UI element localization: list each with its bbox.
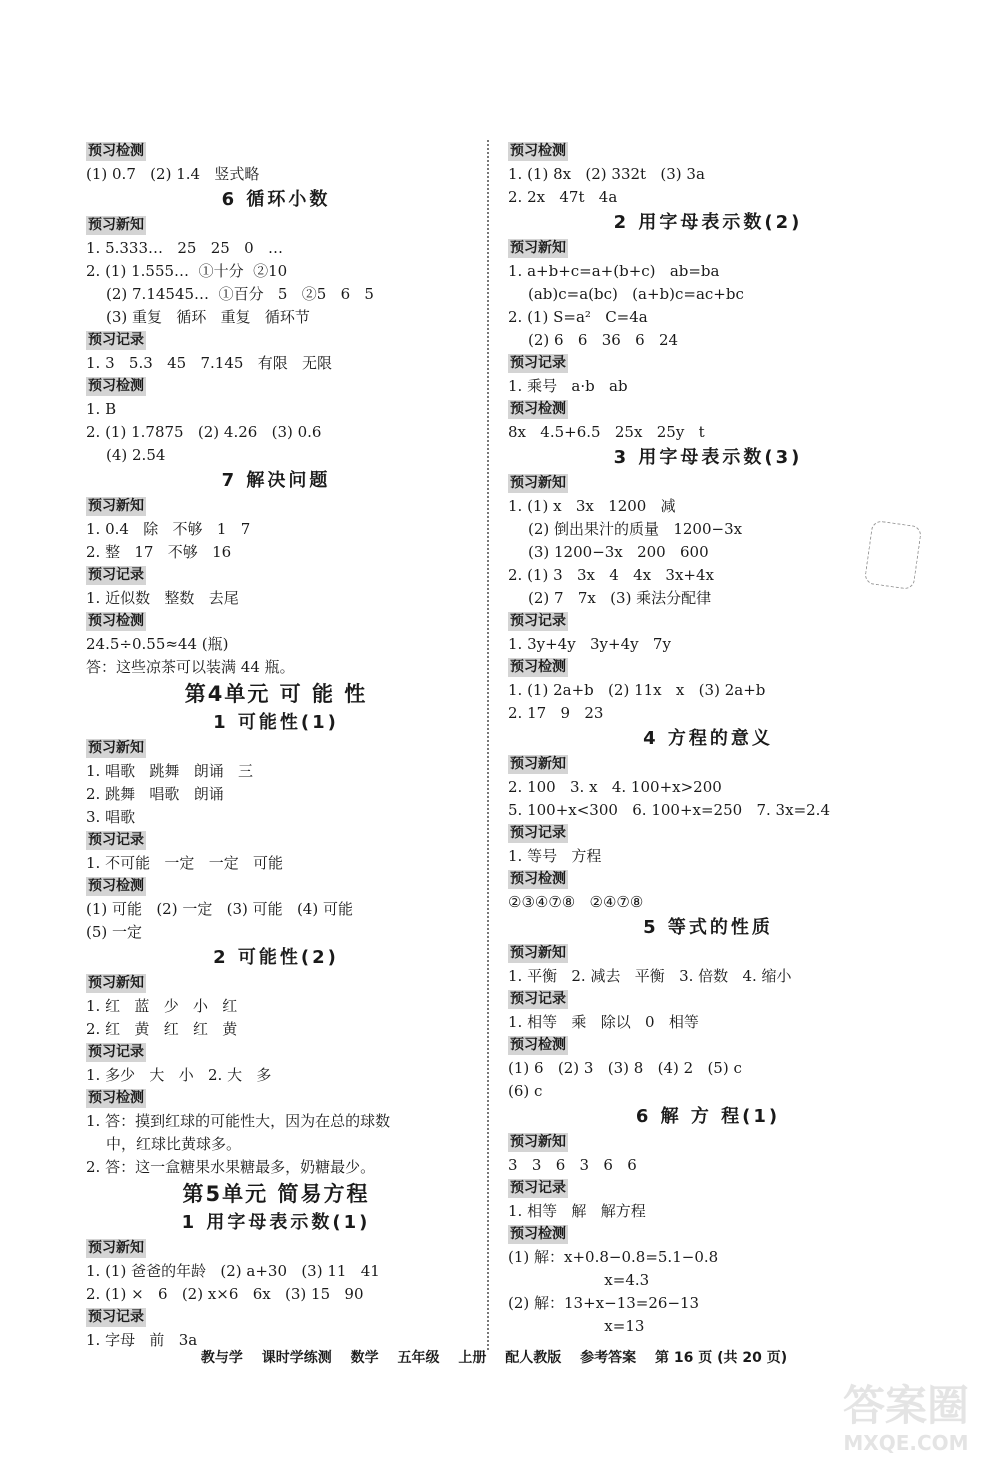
footer-series: 课时学练测	[261, 1350, 332, 1366]
answer-line: 1. 3y+4y 3y+4y 7y	[508, 635, 671, 653]
section-label-row	[86, 737, 466, 760]
answer-line: x=4.3	[528, 1271, 650, 1289]
answer-line: (4) 2.54	[106, 446, 166, 464]
answer-line: (6) c	[508, 1082, 543, 1100]
answer-line: 2. (1) 3 3x 4 4x 3x+4x	[508, 566, 714, 584]
right-column	[508, 140, 908, 1338]
answer-line: 2. (1) × 6 (2) x×6 6x (3) 15 90	[86, 1285, 364, 1303]
unit-heading: 第4单元 可 能 性	[184, 682, 368, 706]
lesson-heading: 5 等式的性质	[643, 917, 773, 938]
answer-line: 1. 答：摸到红球的可能性大，因为在总的球数	[86, 1112, 391, 1130]
section-label: 预习检测	[88, 1090, 144, 1106]
section-label-row	[508, 868, 908, 891]
answer-line: 5. 100+x<300 6. 100+x=250 7. 3x=2.4	[508, 801, 830, 819]
answer-line: (2) 7.14545… ①百分 5 ②5 6 5	[106, 285, 374, 303]
lesson-heading: 2 可能性(2)	[213, 947, 339, 968]
answer-line: x=13	[528, 1317, 645, 1335]
section-label-row	[86, 875, 466, 898]
section-label-row	[86, 495, 466, 518]
unit-heading: 第5单元 简易方程	[182, 1182, 370, 1206]
section-label-row	[508, 140, 908, 163]
answer-line: 1. 近似数 整数 去尾	[86, 589, 239, 607]
section-label: 预习记录	[88, 567, 144, 583]
footer-page: 第 16 页 (共 20 页)	[654, 1350, 788, 1366]
answer-line: 1. 5.333… 25 25 0 …	[86, 239, 283, 257]
footer-publisher: 教与学	[200, 1350, 243, 1366]
answer-line: ②③④⑦⑧ ②④⑦⑧	[508, 893, 644, 911]
answer-line: 1. 相等 乘 除以 0 相等	[508, 1013, 699, 1031]
section-label-row	[86, 564, 466, 587]
section-label-row	[508, 942, 908, 965]
lesson-heading: 7 解决问题	[221, 470, 331, 491]
answer-line: 1. 0.4 除 不够 1 7	[86, 520, 251, 538]
section-label: 预习检测	[88, 378, 144, 394]
section-label: 预习检测	[88, 143, 144, 159]
answer-line: 1. a+b+c=a+(b+c) ab=ba	[508, 262, 720, 280]
answer-line: (1) 可能 (2) 一定 (3) 可能 (4) 可能	[86, 900, 353, 918]
answer-line: 2. (1) S=a² C=4a	[508, 308, 648, 326]
lesson-heading: 2 用字母表示数(2)	[613, 212, 803, 233]
answer-line: 8x 4.5+6.5 25x 25y t	[508, 423, 705, 441]
section-label: 预习检测	[510, 1037, 566, 1053]
section-label: 预习检测	[510, 401, 566, 417]
section-label-row	[508, 1034, 908, 1057]
section-label: 预习检测	[510, 659, 566, 675]
lesson-heading: 6 解 方 程(1)	[635, 1106, 781, 1127]
section-label: 预习检测	[88, 613, 144, 629]
section-label-row	[86, 610, 466, 633]
answer-line: 1. 不可能 一定 一定 可能	[86, 854, 283, 872]
answer-line: 1. 相等 解 解方程	[508, 1202, 646, 1220]
section-label-row	[86, 829, 466, 852]
watermark-url: MXQE.COM	[843, 1431, 969, 1455]
answer-line: 2. (1) 1.7875 (2) 4.26 (3) 0.6	[86, 423, 322, 441]
answer-line: 3 3 6 3 6 6	[508, 1156, 637, 1174]
answer-line: 24.5÷0.55≈44 (瓶)	[86, 635, 229, 653]
answer-line: (5) 一定	[86, 923, 143, 941]
answer-line: 1. 红 蓝 少 小 红	[86, 997, 238, 1015]
answer-line: 答：这些凉茶可以装满 44 瓶。	[86, 658, 295, 676]
answer-line: 1. (1) 爸爸的年龄 (2) a+30 (3) 11 41	[86, 1262, 380, 1280]
answer-line: 3. 唱歌	[86, 808, 136, 826]
section-label-row	[508, 1131, 908, 1154]
answer-line: 1. (1) 2a+b (2) 11x x (3) 2a+b	[508, 681, 766, 699]
lesson-heading: 3 用字母表示数(3)	[613, 447, 803, 468]
answer-line: 1. 唱歌 跳舞 朗诵 三	[86, 762, 253, 780]
section-label-row	[508, 753, 908, 776]
answer-line: 2. 2x 47t 4a	[508, 188, 618, 206]
section-label: 预习新知	[88, 1240, 144, 1256]
section-label-row	[86, 214, 466, 237]
answer-line: (2) 解：13+x−13=26−13	[508, 1294, 700, 1312]
section-label-row	[86, 1306, 466, 1329]
lesson-heading: 6 循环小数	[221, 189, 331, 210]
answer-line: 1. 等号 方程	[508, 847, 602, 865]
left-column	[86, 140, 466, 1352]
section-label-row	[508, 988, 908, 1011]
answer-line: 2. 整 17 不够 16	[86, 543, 232, 561]
section-label-row	[86, 375, 466, 398]
section-label: 预习新知	[510, 945, 566, 961]
answer-line: 1. 乘号 a·b ab	[508, 377, 628, 395]
answer-line: 1. 多少 大 小 2. 大 多	[86, 1066, 272, 1084]
section-label: 预习新知	[510, 475, 566, 491]
answer-line: (1) 解：x+0.8−0.8=5.1−0.8	[508, 1248, 719, 1266]
section-label: 预习记录	[510, 1180, 566, 1196]
lesson-heading: 4 方程的意义	[643, 728, 773, 749]
answer-line: 1. 3 5.3 45 7.145 有限 无限	[86, 354, 333, 372]
section-label: 预习新知	[510, 240, 566, 256]
section-label: 预习记录	[88, 1044, 144, 1060]
section-label: 预习检测	[510, 871, 566, 887]
section-label-row	[508, 656, 908, 679]
answer-line: (3) 重复 循环 重复 循环节	[106, 308, 310, 326]
answer-line: 2. (1) 1.555… ①十分 ②10	[86, 262, 288, 280]
answer-line: (2) 6 6 36 6 24	[528, 331, 679, 349]
section-label-row	[508, 822, 908, 845]
answer-line: 中，红球比黄球多。	[106, 1135, 242, 1153]
answer-line: 1. 字母 前 3a	[86, 1331, 198, 1349]
footer-edition: 配人教版	[505, 1350, 562, 1366]
answer-line: 2. 红 黄 红 红 黄	[86, 1020, 238, 1038]
answer-line: 2. 17 9 23	[508, 704, 604, 722]
section-label-row	[86, 329, 466, 352]
section-label: 预习记录	[510, 355, 566, 371]
answer-line: 2. 答：这一盒糖果水果糖最多，奶糖最少。	[86, 1158, 376, 1176]
section-label: 预习记录	[510, 991, 566, 1007]
answer-line: 1. 平衡 2. 减去 平衡 3. 倍数 4. 缩小	[508, 967, 792, 985]
footer-subject: 数学	[350, 1350, 379, 1366]
section-label-row	[86, 1087, 466, 1110]
section-label-row	[86, 1041, 466, 1064]
section-label: 预习记录	[88, 1309, 144, 1325]
answer-line: (2) 倒出果汁的质量 1200−3x	[528, 520, 743, 538]
footer-grade: 五年级	[397, 1350, 440, 1366]
watermark-logo	[826, 1381, 986, 1461]
section-label: 预习检测	[510, 1226, 566, 1242]
section-label: 预习新知	[88, 217, 144, 233]
section-label-row	[86, 140, 466, 163]
answer-line: 2. 跳舞 唱歌 朗诵	[86, 785, 224, 803]
section-label-row	[86, 972, 466, 995]
page-footer	[86, 1347, 916, 1367]
section-label: 预习新知	[88, 975, 144, 991]
column-divider	[487, 140, 489, 1350]
section-label: 预习记录	[88, 332, 144, 348]
section-label-row	[508, 610, 908, 633]
section-label-row	[508, 237, 908, 260]
section-label: 预习新知	[88, 498, 144, 514]
section-label-row	[508, 352, 908, 375]
answer-line: 1. (1) 8x (2) 332t (3) 3a	[508, 165, 705, 183]
section-label: 预习新知	[88, 740, 144, 756]
ink-stamp	[864, 520, 922, 590]
answer-line: (1) 6 (2) 3 (3) 8 (4) 2 (5) c	[508, 1059, 742, 1077]
section-label: 预习检测	[510, 143, 566, 159]
footer-volume: 上册	[458, 1350, 487, 1366]
section-label: 预习记录	[88, 832, 144, 848]
section-label: 预习检测	[88, 878, 144, 894]
section-label-row	[508, 1177, 908, 1200]
answer-line: (ab)c=a(bc) (a+b)c=ac+bc	[528, 285, 744, 303]
section-label: 预习新知	[510, 1134, 566, 1150]
section-label: 预习新知	[510, 756, 566, 772]
section-label: 预习记录	[510, 613, 566, 629]
section-label-row	[86, 1237, 466, 1260]
watermark-text: 答案圈	[842, 1381, 969, 1430]
section-label-row	[508, 1223, 908, 1246]
lesson-heading: 1 用字母表示数(1)	[181, 1212, 371, 1233]
answer-line: 2. 100 3. x 4. 100+x>200	[508, 778, 722, 796]
answer-line: 1. (1) x 3x 1200 减	[508, 497, 676, 515]
section-label: 预习记录	[510, 825, 566, 841]
answer-line: 1. B	[86, 400, 117, 418]
answer-line: (2) 7 7x (3) 乘法分配律	[528, 589, 712, 607]
answer-line: (3) 1200−3x 200 600	[528, 543, 709, 561]
footer-section: 参考答案	[580, 1350, 637, 1366]
lesson-heading: 1 可能性(1)	[213, 712, 339, 733]
section-label-row	[508, 398, 908, 421]
answer-line: (1) 0.7 (2) 1.4 竖式略	[86, 165, 260, 183]
section-label-row	[508, 472, 908, 495]
